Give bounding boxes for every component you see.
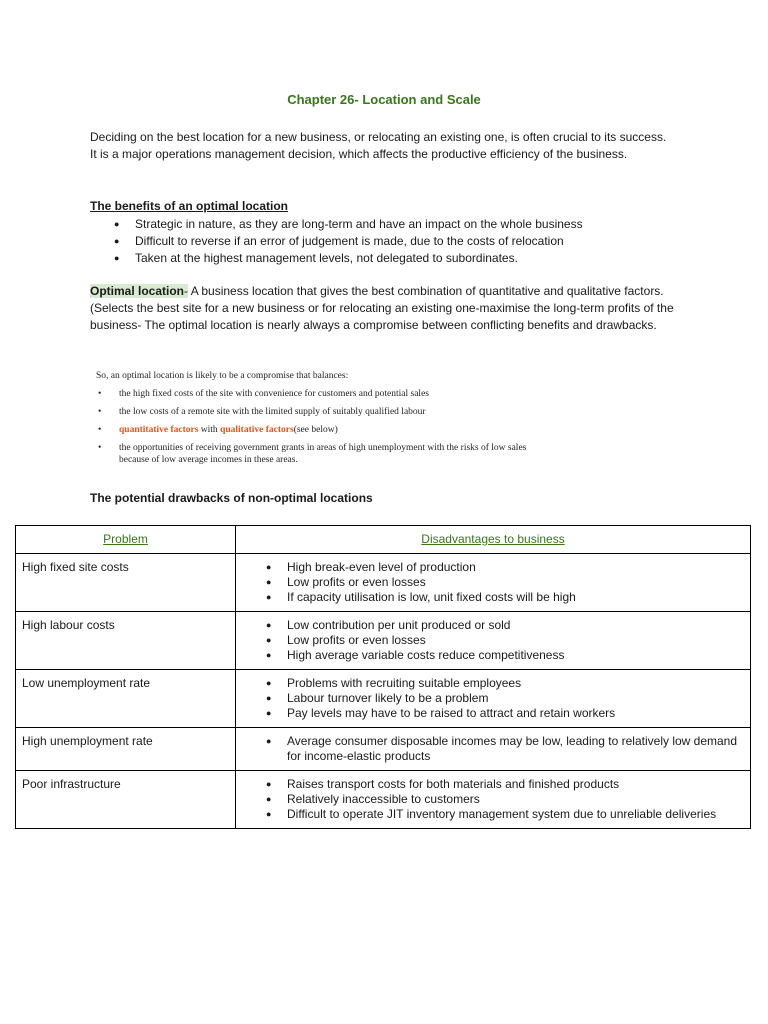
disadvantage-item: ● Low profits or even losses — [242, 575, 744, 590]
table-row — [16, 771, 751, 829]
chapter-title: Chapter 26- Location and Scale — [287, 92, 481, 107]
quantitative-factors-text: quantitative factors — [119, 425, 199, 435]
optimal-location-dash: - — [184, 284, 189, 298]
problem-cell: High unemployment rate — [16, 728, 236, 771]
table-header-row — [16, 526, 751, 554]
benefits-item: ● Difficult to reverse if an error of judgement is made, due to the costs of relocation — [90, 233, 690, 250]
table-row — [16, 670, 751, 728]
disadvantage-item: ● Pay levels may have to be raised to attract and retain workers — [242, 706, 744, 721]
excerpt-list — [96, 388, 556, 466]
optimal-location-definition: A business location that gives the best combination of quantitative and qualitative factors. (Selects the best site for a new business or for relocating an existing one-maximise the long-term profits of the business- The optimal location is nearly always a compromise between conflicting benefits and drawbacks. — [90, 284, 674, 332]
textbook-excerpt — [96, 370, 556, 472]
drawbacks-table — [15, 525, 751, 829]
optimal-location-paragraph — [90, 283, 675, 334]
disadvantage-item: ● Average consumer disposable incomes may be low, leading to relatively low demand for income-elastic products — [242, 734, 744, 764]
benefits-item: ● Strategic in nature, as they are long-term and have an impact on the whole business — [90, 216, 690, 233]
excerpt-item: • the low costs of a remote site with the limited supply of suitably qualified labour — [96, 406, 556, 418]
disadvantage-item: ● Raises transport costs for both materials and finished products — [242, 777, 744, 792]
disadvantages-cell — [236, 670, 751, 728]
header-disadvantages: Disadvantages to business — [236, 526, 751, 554]
excerpt-item: • the high fixed costs of the site with convenience for customers and potential sales — [96, 388, 556, 400]
table-row — [16, 728, 751, 771]
table-row — [16, 612, 751, 670]
disadvantages-cell — [236, 612, 751, 670]
disadvantage-item: ● Low profits or even losses — [242, 633, 744, 648]
excerpt-with-text: with — [198, 425, 221, 435]
header-problem: Problem — [16, 526, 236, 554]
disadvantage-item: ● High average variable costs reduce competitiveness — [242, 648, 744, 663]
disadvantage-item: ● Relatively inaccessible to customers — [242, 792, 744, 807]
problem-cell: High labour costs — [16, 612, 236, 670]
disadvantage-item: ● Problems with recruiting suitable employees — [242, 676, 744, 691]
problem-cell: Poor infrastructure — [16, 771, 236, 829]
disadvantage-item: ● High break-even level of production — [242, 560, 744, 575]
optimal-location-term: Optimal location — [90, 284, 185, 298]
problem-cell: High fixed site costs — [16, 554, 236, 612]
benefits-item: ● Taken at the highest management levels, not delegated to subordinates. — [90, 250, 690, 267]
excerpt-item: • the opportunities of receiving government grants in areas of high unemployment with the risks of low sales because of low average incomes in these areas. — [96, 442, 556, 466]
benefits-list — [90, 216, 690, 267]
disadvantage-item: ● Difficult to operate JIT inventory management system due to unreliable deliveries — [242, 807, 744, 822]
drawbacks-heading: The potential drawbacks of non-optimal locations — [90, 491, 373, 505]
disadvantage-item: ● Low contribution per unit produced or sold — [242, 618, 744, 633]
disadvantage-item: ● If capacity utilisation is low, unit fixed costs will be high — [242, 590, 744, 605]
benefits-heading: The benefits of an optimal location — [90, 199, 289, 213]
disadvantage-item: ● Labour turnover likely to be a problem — [242, 691, 744, 706]
disadvantages-cell — [236, 728, 751, 771]
problem-cell: Low unemployment rate — [16, 670, 236, 728]
disadvantages-cell — [236, 554, 751, 612]
intro-paragraph: Deciding on the best location for a new business, or relocating an existing one, is often crucial to its success. It is a major operations management decision, which affects the productive efficiency of the business. — [90, 130, 667, 161]
excerpt-item — [96, 424, 556, 436]
table-row — [16, 554, 751, 612]
excerpt-see-below: (see below) — [293, 425, 338, 435]
qualitative-factors-text: qualitative factors — [220, 425, 294, 435]
excerpt-lead: So, an optimal location is likely to be a compromise that balances: — [96, 371, 349, 381]
disadvantages-cell — [236, 771, 751, 829]
